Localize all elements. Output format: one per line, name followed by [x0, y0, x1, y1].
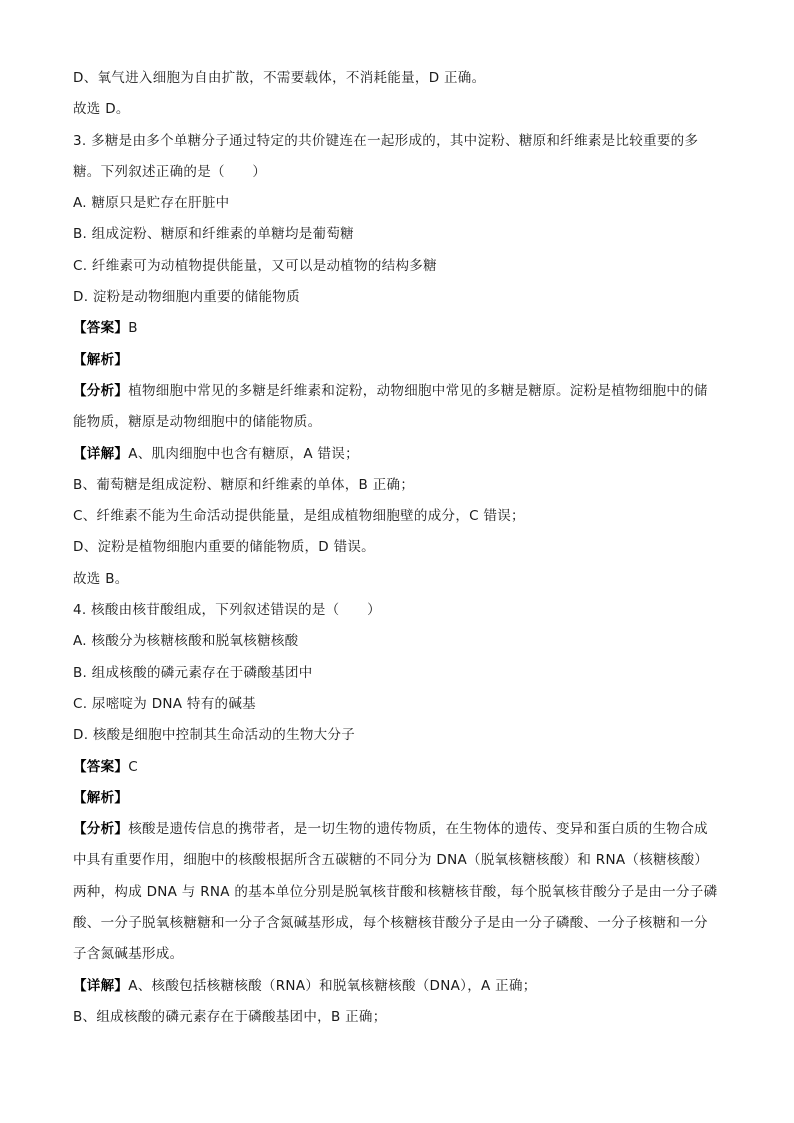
option-d: D. 淀粉是动物细胞内重要的储能物质	[73, 289, 300, 306]
detail-tag: 【详解】	[73, 445, 129, 462]
option-c: C. 尿嘧啶为 DNA 特有的碱基	[73, 695, 256, 712]
text-line: B、葡萄糖是组成淀粉、糖原和纤维素的单体，B 正确；	[73, 476, 415, 493]
question-3-stem: 3. 多糖是由多个单糖分子通过特定的共价键连在一起形成的，其中淀粉、糖原和纤维素是比较重要的多	[73, 132, 699, 149]
option-b: B. 组成核酸的磷元素存在于磷酸基团中	[73, 664, 313, 681]
analysis-heading	[73, 783, 723, 814]
analysis-heading	[73, 345, 723, 376]
text-line: 两种，构成 DNA 与 RNA 的基本单位分别是脱氧核苷酸和核糖核苷酸，每个脱氧核苷酸分子是由一分子磷	[73, 883, 718, 900]
document-body	[73, 63, 723, 1033]
analysis-line: 【分析】核酸是遗传信息的携带者，是一切生物的遗传物质，在生物体的遗传、变异和蛋白质的生物合成	[73, 821, 708, 838]
text-line: 酸、一分子脱氧核糖糖和一分子含氮碱基形成，每个核糖核苷酸分子是由一分子磷酸、一分子核糖和一分	[73, 915, 708, 932]
answer-line: 【答案】C	[73, 758, 138, 775]
question-4-stem: 4. 核酸由核苷酸组成，下列叙述错误的是（ ）	[73, 602, 381, 619]
text-line: 子含氮碱基形成。	[73, 946, 184, 963]
answer-tag: 【答案】	[73, 320, 129, 337]
option-a: A. 核酸分为核糖核酸和脱氧核糖核酸	[73, 633, 299, 650]
text-line: D、淀粉是植物细胞内重要的储能物质，D 错误。	[73, 539, 375, 556]
analysis-sub-tag: 【分析】	[73, 382, 129, 399]
option-c: C. 纤维素可为动植物提供能量，又可以是动植物的结构多糖	[73, 257, 437, 274]
detail-line: 【详解】A、核酸包括核糖核酸（RNA）和脱氧核糖核酸（DNA），A 正确；	[73, 977, 537, 994]
option-b: B. 组成淀粉、糖原和纤维素的单糖均是葡萄糖	[73, 226, 354, 243]
text-line: D、氧气进入细胞为自由扩散，不需要载体，不消耗能量，D 正确。	[73, 70, 486, 86]
analysis-tag: 【解析】	[73, 351, 129, 368]
text-line: 中具有重要作用，细胞中的核酸根据所含五碳糖的不同分为 DNA（脱氧核糖核酸）和 RNA（核糖核酸）	[73, 852, 709, 869]
analysis-tag: 【解析】	[73, 789, 129, 806]
detail-tag: 【详解】	[73, 977, 129, 994]
option-a: A. 糖原只是贮存在肝脏中	[73, 195, 230, 212]
text-line: 能物质，糖原是动物细胞中的储能物质。	[73, 414, 322, 431]
analysis-line: 【分析】植物细胞中常见的多糖是纤维素和淀粉，动物细胞中常见的多糖是糖原。淀粉是植物细胞中的储	[73, 382, 708, 399]
text-line: 故选 B。	[73, 570, 129, 587]
answer-tag: 【答案】	[73, 758, 129, 775]
detail-line: 【详解】A、肌肉细胞中也含有糖原，A 错误；	[73, 445, 359, 462]
text-line: C、纤维素不能为生命活动提供能量，是组成植物细胞壁的成分，C 错误；	[73, 508, 525, 525]
option-d: D. 核酸是细胞中控制其生命活动的生物大分子	[73, 727, 356, 744]
text-line: B、组成核酸的磷元素存在于磷酸基团中，B 正确；	[73, 1008, 387, 1025]
answer-line: 【答案】B	[73, 320, 138, 337]
question-3-stem-cont: 糖。下列叙述正确的是（ ）	[73, 163, 267, 180]
text-line: 故选 D。	[73, 101, 130, 118]
analysis-sub-tag: 【分析】	[73, 821, 129, 838]
